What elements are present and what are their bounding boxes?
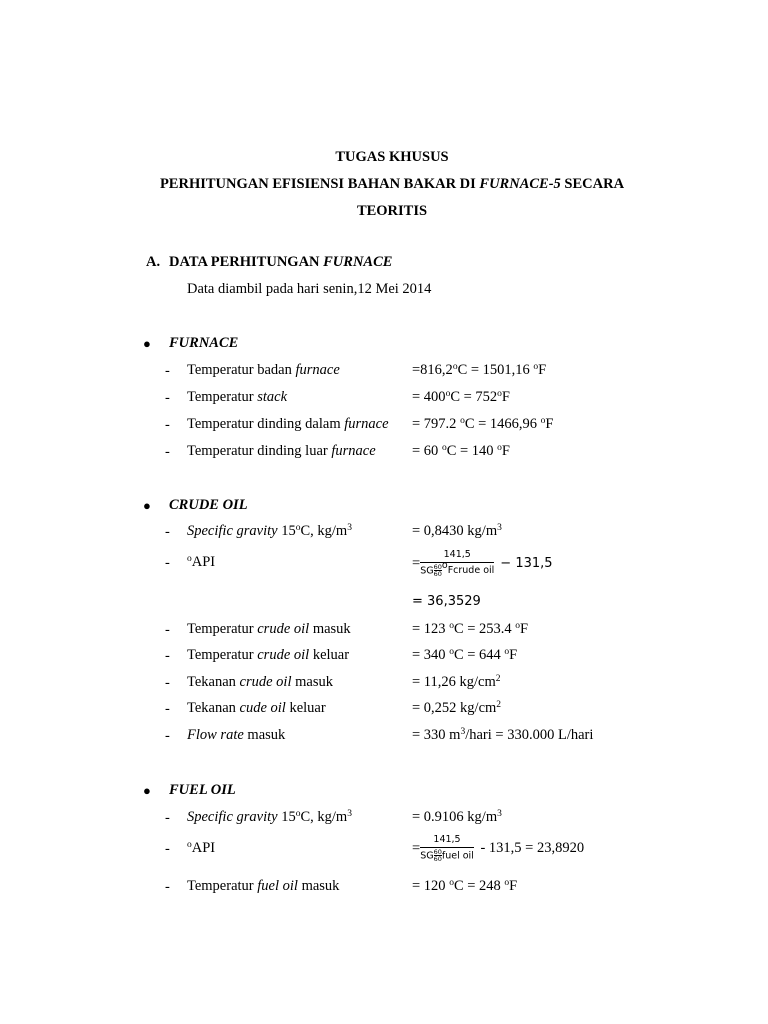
furnace-row-value: = 60 $^o$C = 140 $^o$F bbox=[412, 443, 510, 459]
ratio-top: 60 bbox=[433, 562, 442, 571]
label-part: Temperatur dinding dalam bbox=[187, 416, 345, 432]
dash-icon: - bbox=[165, 555, 170, 571]
label-italic: stack bbox=[257, 389, 288, 405]
crude-row-label bbox=[187, 701, 326, 716]
dash-icon: - bbox=[165, 841, 170, 857]
label-italic: fuel oil bbox=[257, 878, 298, 894]
doc-subtitle-line3: TEORITIS bbox=[356, 203, 428, 219]
fraction-denominator bbox=[420, 848, 474, 863]
label-part: Temperatur dinding luar bbox=[187, 443, 332, 459]
section-title-part: DATA PERHITUNGAN bbox=[169, 254, 324, 270]
equals-sign: = bbox=[412, 840, 421, 857]
crude-api-formula bbox=[412, 550, 553, 578]
furnace-row-value: = $400^oC = 752^oF$ bbox=[412, 389, 510, 405]
label-part: 15$^o$C, $kg/m^3$ bbox=[277, 809, 352, 825]
fuel-sg-label bbox=[187, 810, 352, 825]
fraction-numerator: 141,5 bbox=[420, 835, 474, 848]
subtitle-part: PERHITUNGAN EFISIENSI BAHAN BAKAR DI bbox=[159, 176, 480, 192]
bullet-icon: ● bbox=[143, 498, 151, 513]
furnace-row-label bbox=[187, 444, 376, 459]
section-title-italic: FURNACE bbox=[323, 254, 393, 270]
fuel-api-formula bbox=[412, 835, 584, 863]
label-part: Tekanan bbox=[187, 674, 240, 690]
label-part: masuk bbox=[297, 878, 340, 894]
furnace-row-label bbox=[187, 363, 340, 378]
dash-icon: - bbox=[165, 417, 170, 433]
furnace-row-label bbox=[187, 417, 389, 432]
label-part: masuk bbox=[291, 674, 333, 690]
crude-api-label: $^o$API bbox=[187, 554, 216, 570]
label-italic: furnace bbox=[331, 443, 376, 459]
section-a-letter: A. bbox=[146, 254, 161, 270]
dash-icon: - bbox=[165, 390, 170, 406]
dash-icon: - bbox=[165, 524, 170, 540]
crude-oil-heading: CRUDE OIL bbox=[169, 497, 248, 513]
doc-subtitle bbox=[0, 176, 768, 193]
equals-sign: = bbox=[412, 555, 421, 572]
fraction-numerator: 141,5 bbox=[420, 550, 494, 563]
crude-row-value: = 11,26 $kg/cm^2$ bbox=[412, 674, 501, 690]
label-part: masuk bbox=[309, 621, 351, 637]
ratio-60-60 bbox=[434, 849, 442, 863]
label-part: keluar bbox=[285, 700, 326, 716]
crude-row-label bbox=[187, 622, 351, 637]
dash-icon: - bbox=[165, 728, 170, 744]
crude-row-label bbox=[187, 728, 285, 743]
section-a-title bbox=[169, 255, 392, 270]
label-italic: Specific gravity bbox=[187, 809, 278, 825]
api-fraction bbox=[420, 835, 474, 863]
ratio-bottom: 60 bbox=[433, 570, 442, 579]
crude-row-label bbox=[187, 648, 349, 663]
denominator-tail: $^o$Fcrude oil bbox=[441, 560, 495, 577]
crude-row-value: = 123 $^o$C = 253.4 $^o$F bbox=[412, 621, 529, 637]
dash-icon: - bbox=[165, 701, 170, 717]
fuel-temp-value: = 120 $^o$C = 248 $^o$F bbox=[412, 878, 518, 894]
fuel-sg-value: = 0.9106 $kg/m^3$ bbox=[412, 809, 502, 825]
sg-text: SG bbox=[420, 565, 434, 577]
fuel-api-label: $^o$API bbox=[187, 840, 216, 856]
crude-sg-label bbox=[187, 524, 352, 539]
crude-row-label bbox=[187, 675, 333, 690]
fraction-denominator bbox=[420, 560, 495, 579]
doc-title: TUGAS KHUSUS bbox=[335, 149, 449, 165]
furnace-row-label bbox=[187, 390, 287, 405]
bullet-icon: ● bbox=[143, 336, 151, 351]
label-part: masuk bbox=[243, 727, 286, 743]
furnace-row-value: = 797.2 $^o$C = 1466,96 $^o$F bbox=[412, 416, 554, 432]
ratio-bottom: 60 bbox=[433, 855, 442, 864]
label-part: keluar bbox=[309, 647, 350, 663]
dash-icon: - bbox=[165, 648, 170, 664]
label-part: Temperatur bbox=[187, 389, 258, 405]
label-part: Tekanan bbox=[187, 700, 240, 716]
label-italic: Flow rate bbox=[187, 727, 244, 743]
label-italic: Specific gravity bbox=[187, 523, 278, 539]
furnace-row-value: $=816,2^oC = 1501,16$ $^o$F bbox=[412, 362, 547, 378]
subtitle-italic: FURNACE-5 bbox=[479, 176, 561, 192]
dash-icon: - bbox=[165, 444, 170, 460]
ratio-60-60 bbox=[434, 564, 442, 578]
label-part: Temperatur bbox=[187, 647, 258, 663]
crude-row-value: = 340 $^o$C = 644 $^o$F bbox=[412, 647, 518, 663]
api-result-term: - 131,5 = 23,8920 bbox=[476, 840, 585, 857]
label-italic: cude oil bbox=[239, 700, 286, 716]
label-italic: crude oil bbox=[257, 621, 310, 637]
fuel-temp-label bbox=[187, 879, 339, 894]
dash-icon: - bbox=[165, 622, 170, 638]
crude-sg-value: = 0,8430 $kg/m^3$ bbox=[412, 523, 502, 539]
label-part: Temperatur badan bbox=[187, 362, 296, 378]
ratio-top: 60 bbox=[433, 847, 442, 856]
dash-icon: - bbox=[165, 363, 170, 379]
label-italic: crude oil bbox=[257, 647, 310, 663]
crude-row-value: = 330 $m^3$/hari = 330.000 L/hari bbox=[412, 727, 594, 743]
label-italic: furnace bbox=[344, 416, 389, 432]
dash-icon: - bbox=[165, 810, 170, 826]
dash-icon: - bbox=[165, 675, 170, 691]
bullet-icon: ● bbox=[143, 783, 151, 798]
denominator-tail: fuel oil bbox=[441, 850, 474, 862]
label-italic: furnace bbox=[295, 362, 340, 378]
fuel-oil-heading: FUEL OIL bbox=[169, 782, 236, 798]
label-part: Temperatur bbox=[187, 621, 258, 637]
api-fraction bbox=[420, 550, 494, 578]
subtitle-part: SECARA bbox=[560, 176, 625, 192]
crude-api-result: = 36,3529 bbox=[412, 594, 481, 609]
label-part: Temperatur bbox=[187, 878, 258, 894]
sg-text: SG bbox=[420, 850, 434, 862]
label-part: 15$^o$C, $kg/m^3$ bbox=[277, 523, 352, 539]
label-italic: crude oil bbox=[239, 674, 292, 690]
dash-icon: - bbox=[165, 879, 170, 895]
api-minus-term: − 131,5 bbox=[500, 556, 553, 572]
section-a-note: Data diambil pada hari senin,12 Mei 2014 bbox=[187, 281, 432, 297]
crude-row-value: = 0,252 $kg/cm^2$ bbox=[412, 700, 502, 716]
furnace-heading: FURNACE bbox=[169, 335, 239, 351]
